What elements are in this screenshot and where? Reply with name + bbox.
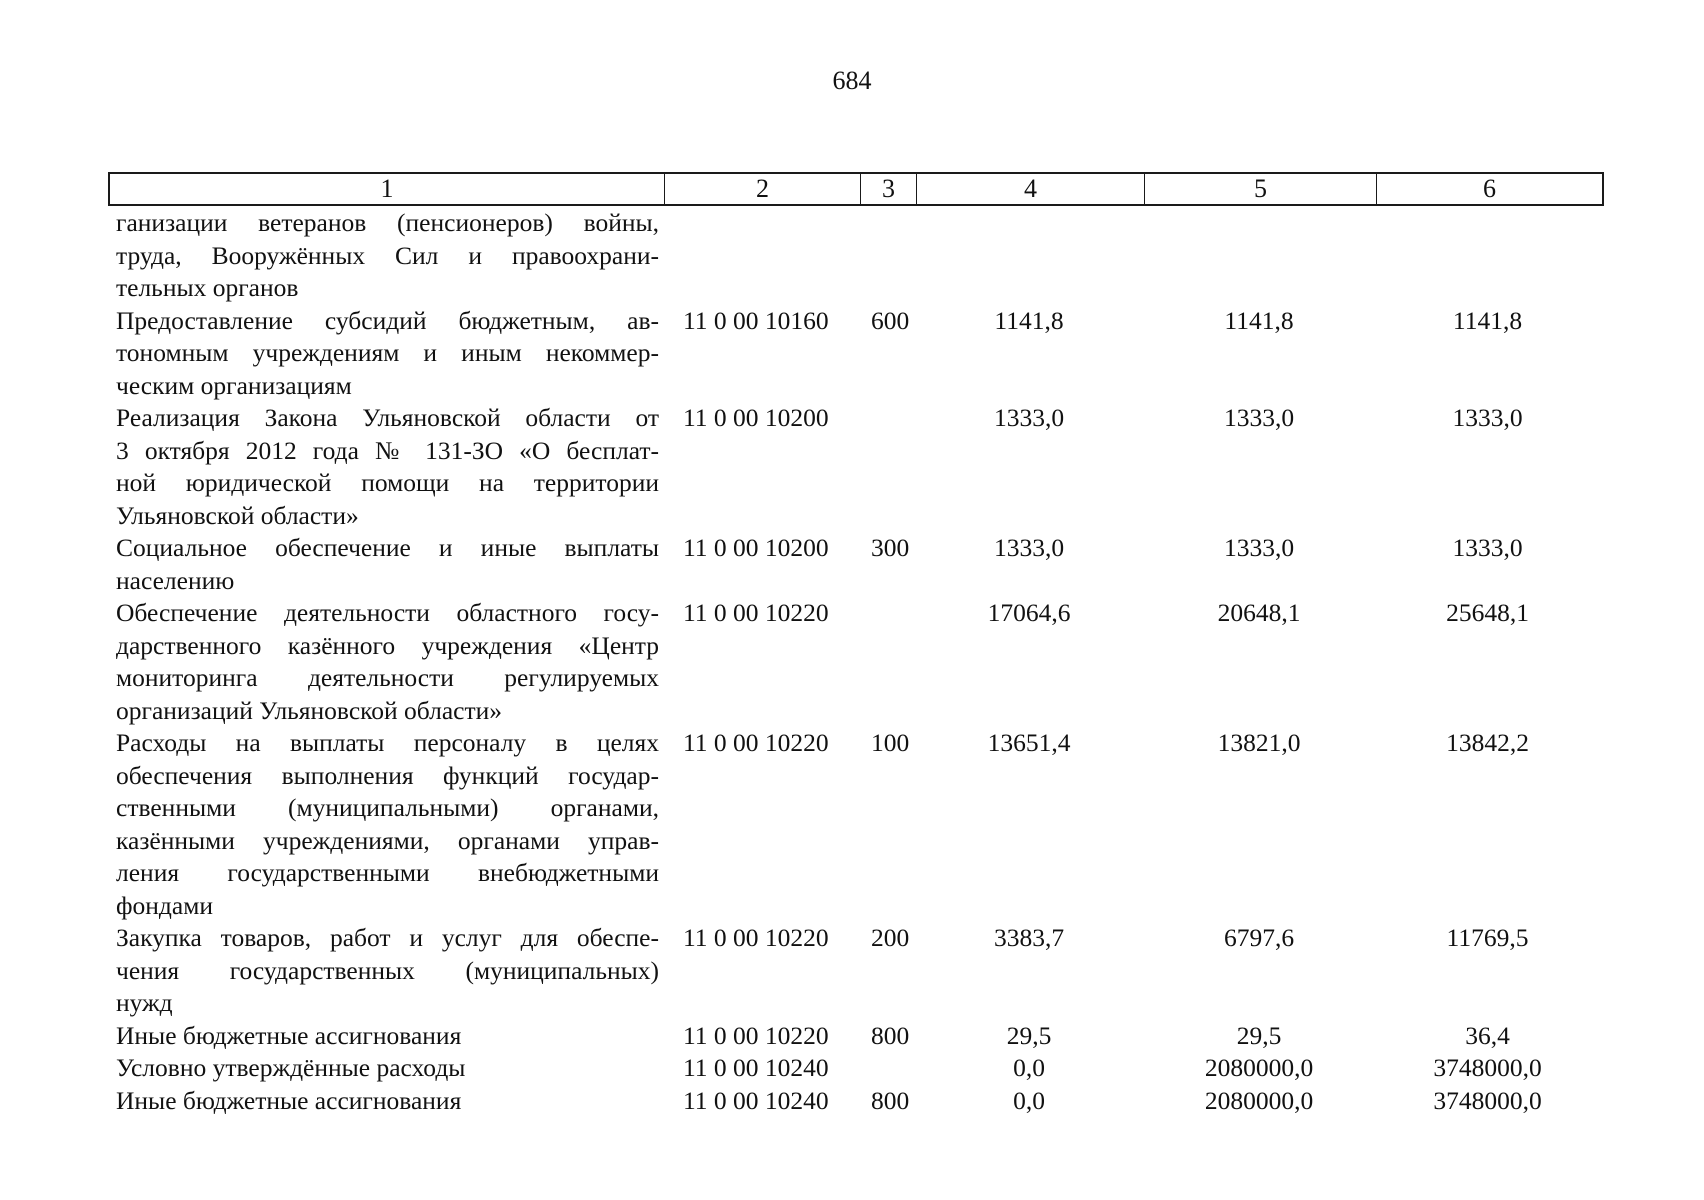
row-value-col4 (915, 207, 1143, 305)
table-row (108, 305, 1604, 403)
description-line: труда, Вооружённых Сил и правоохрани- (116, 240, 659, 270)
table-header (108, 172, 1604, 206)
row-code: 11 0 00 10200 (683, 403, 829, 432)
table-row (108, 922, 1604, 1020)
header-col-2: 2 (665, 174, 861, 204)
row-code: 11 0 00 10200 (683, 533, 829, 562)
description-line: ганизации ветеранов (пенсионеров) войны, (116, 208, 659, 237)
row-value-col6: 25648,1 (1446, 598, 1529, 627)
row-value-col6 (1375, 207, 1600, 305)
description-line: тельных органов (116, 273, 299, 302)
description-line: Обеспечение деятельности областного госу- (116, 598, 659, 627)
row-description (108, 1052, 663, 1085)
row-value-col5: 1333,0 (1223, 533, 1295, 562)
row-code: 11 0 00 10240 (683, 1085, 829, 1115)
header-col-4: 4 (917, 174, 1145, 204)
row-value-col6: 1333,0 (1452, 403, 1523, 432)
description-line: 3 октября 2012 года № 131-ЗО «О бесплат- (116, 435, 659, 465)
description-line: ления государственными внебюджетными (116, 858, 659, 887)
row-value-col4: 1333,0 (993, 403, 1065, 432)
header-col-3: 3 (861, 174, 917, 204)
description-line: Иные бюджетные ассигнования (116, 1020, 462, 1050)
row-code: 11 0 00 10220 (683, 728, 829, 757)
description-line: Ульяновской области» (116, 500, 359, 530)
row-value-col5: 2080000,0 (1204, 1085, 1314, 1115)
row-value-col5: 29,5 (1236, 1020, 1282, 1050)
row-value-col5: 6797,6 (1223, 923, 1295, 952)
description-line: Закупка товаров, работ и услуг для обеспе- (116, 923, 659, 952)
table-row (108, 1052, 1604, 1085)
row-description (108, 305, 663, 403)
table-row (108, 1085, 1604, 1118)
header-col-6: 6 (1483, 174, 1496, 203)
row-value-col5 (1143, 207, 1375, 305)
row-expense-type (859, 597, 915, 727)
description-line: чения государственных (муниципальных) (116, 955, 659, 985)
row-value-col4: 17064,6 (987, 598, 1071, 627)
description-line: казёнными учреждениями, органами управ- (116, 825, 659, 855)
row-value-col4: 1333,0 (993, 533, 1065, 562)
row-code: 11 0 00 10220 (683, 598, 829, 627)
description-line: Реализация Закона Ульяновской области от (116, 403, 659, 432)
description-line: организаций Ульяновской области» (116, 695, 502, 725)
row-value-col4: 3383,7 (993, 923, 1065, 952)
row-description (108, 402, 663, 532)
row-value-col4: 0,0 (1013, 1053, 1045, 1082)
row-code: 11 0 00 10160 (683, 305, 829, 335)
header-col-5: 5 (1145, 174, 1377, 204)
description-line: дарственного казённого учреждения «Центр (116, 630, 659, 660)
row-code (663, 207, 859, 305)
description-line: ственными (муниципальными) органами, (116, 793, 659, 822)
row-code: 11 0 00 10220 (683, 923, 829, 952)
row-code: 11 0 00 10220 (683, 1020, 829, 1050)
row-value-col4: 1141,8 (994, 305, 1064, 335)
description-line: ческим организациям (116, 370, 352, 400)
description-line: Иные бюджетные ассигнования (116, 1085, 462, 1115)
row-code: 11 0 00 10240 (683, 1053, 829, 1082)
row-description (108, 1020, 663, 1053)
row-expense-type (859, 207, 915, 305)
row-expense-type (859, 1052, 915, 1085)
row-description (108, 207, 663, 305)
table-row (108, 597, 1604, 727)
row-value-col6: 1141,8 (1452, 305, 1523, 335)
row-value-col6: 3748000,0 (1433, 1053, 1542, 1082)
row-description (108, 532, 663, 597)
description-line: населению (116, 565, 235, 595)
row-value-col4: 29,5 (1006, 1020, 1052, 1050)
description-line: Социальное обеспечение и иные выплаты (116, 533, 659, 562)
description-line: обеспечения выполнения функций государ- (116, 760, 659, 790)
table-row (108, 207, 1604, 305)
description-line: Условно утверждённые расходы (116, 1053, 466, 1082)
row-value-col4: 0,0 (1013, 1085, 1045, 1115)
row-expense-type: 800 (871, 1085, 910, 1115)
row-description (108, 597, 663, 727)
header-col-1: 1 (110, 174, 665, 204)
row-expense-type (859, 402, 915, 532)
description-line: фондами (116, 890, 213, 920)
row-value-col5: 2080000,0 (1204, 1053, 1314, 1082)
row-value-col5: 20648,1 (1217, 598, 1301, 627)
description-line: тономным учреждениям и иным некоммер- (116, 338, 659, 367)
row-expense-type: 600 (871, 305, 910, 335)
row-value-col5: 1333,0 (1223, 403, 1295, 432)
table-body (108, 207, 1604, 1117)
description-line: мониторинга деятельности регулируемых (116, 663, 659, 692)
row-value-col6: 13842,2 (1446, 728, 1529, 757)
description-line: нужд (116, 988, 173, 1017)
row-expense-type: 200 (871, 923, 910, 952)
row-description (108, 922, 663, 1020)
row-value-col5: 1141,8 (1224, 305, 1294, 335)
row-value-col4: 13651,4 (987, 728, 1071, 757)
row-expense-type: 800 (871, 1020, 910, 1050)
table-row (108, 532, 1604, 597)
row-value-col5: 13821,0 (1217, 728, 1301, 757)
description-line: Расходы на выплаты персоналу в целях (116, 728, 659, 757)
row-value-col6: 1333,0 (1452, 533, 1523, 562)
row-value-col6: 11769,5 (1446, 923, 1529, 952)
description-line: Предоставление субсидий бюджетным, ав- (116, 305, 659, 335)
row-description (108, 727, 663, 922)
table-row (108, 727, 1604, 922)
table-row (108, 1020, 1604, 1053)
row-expense-type: 300 (871, 533, 910, 562)
row-expense-type: 100 (871, 728, 910, 757)
row-description (108, 1085, 663, 1118)
description-line: ной юридической помощи на территории (116, 468, 659, 497)
row-value-col6: 3748000,0 (1433, 1085, 1542, 1115)
table-row (108, 402, 1604, 532)
row-value-col6: 36,4 (1465, 1020, 1510, 1050)
page-number: 684 (832, 66, 872, 95)
